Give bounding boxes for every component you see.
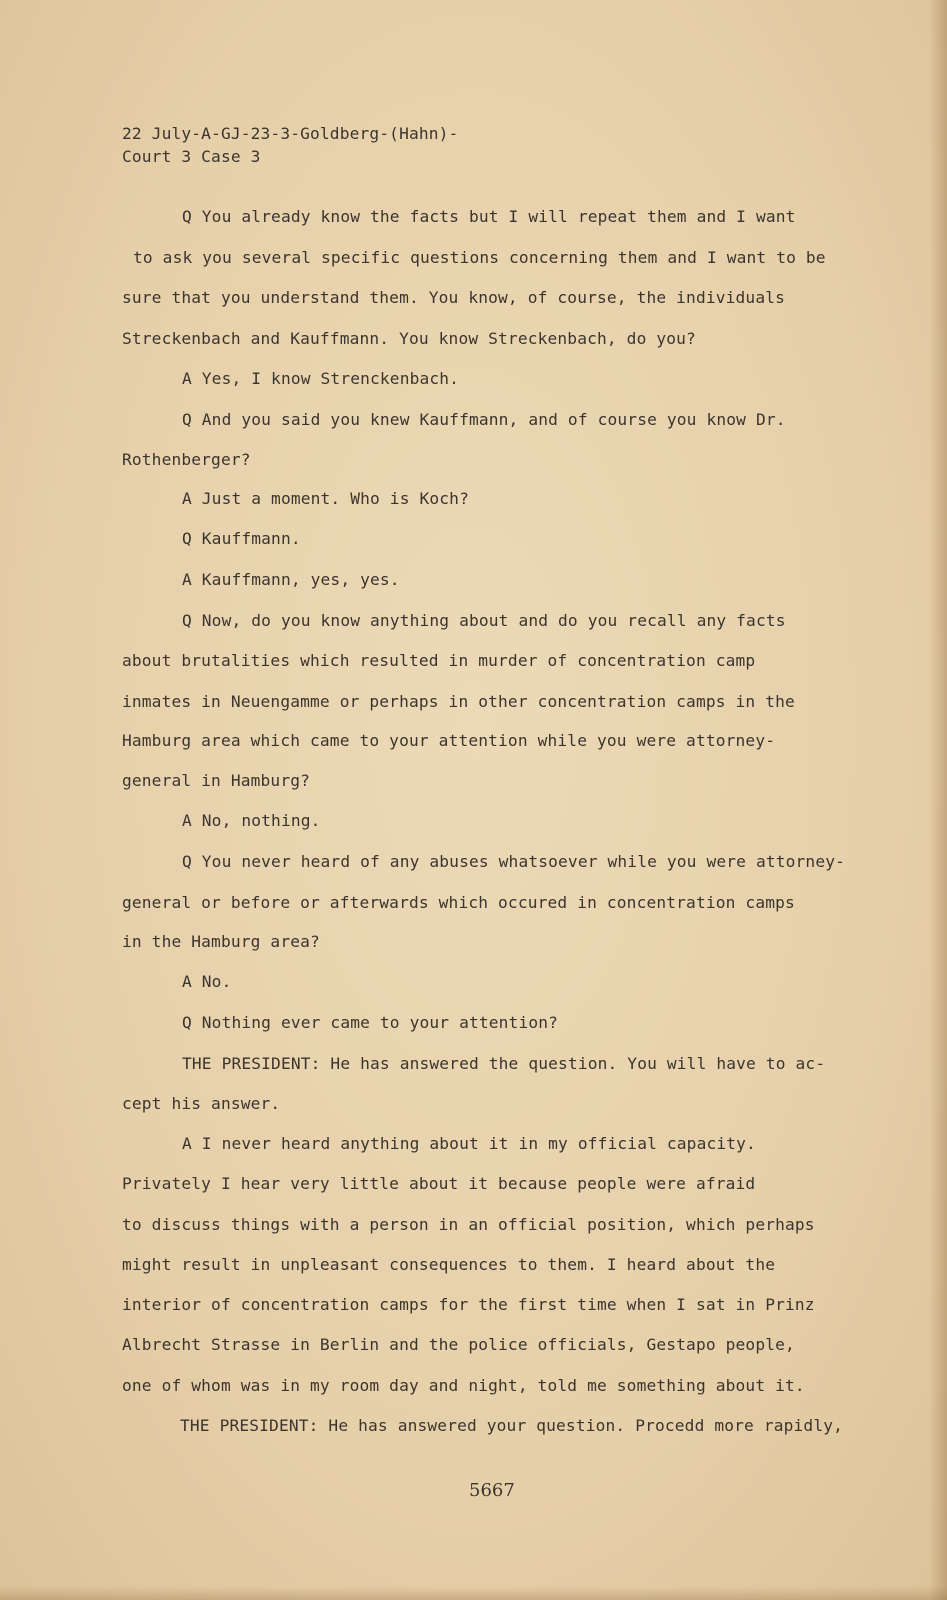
transcript-line: Q You never heard of any abuses whatsoever while you were attorney- [182,852,846,871]
transcript-line: Q Now, do you know anything about and do you recall any facts [182,611,786,630]
transcript-line: A No. [182,972,232,991]
transcript-line: Q And you said you knew Kauffmann, and of course you know Dr. [182,410,786,429]
transcript-line: might result in unpleasant consequences to them. I heard about the [122,1255,776,1274]
transcript-line: Privately I hear very little about it because people were afraid [122,1174,756,1193]
transcript-line: about brutalities which resulted in murder of concentration camp [122,651,756,670]
transcript-line: interior of concentration camps for the first time when I sat in Prinz [122,1295,815,1314]
transcript-line: inmates in Neuengamme or perhaps in other concentration camps in the [122,692,795,711]
transcript-line: Q Nothing ever came to your attention? [182,1013,559,1032]
transcript-line: Hamburg area which came to your attention while you were attorney- [122,731,776,750]
transcript-line: Albrecht Strasse in Berlin and the police officials, Gestapo people, [122,1335,795,1354]
transcript-line: general or before or afterwards which occured in concentration camps [122,893,795,912]
header-court: Court 3 Case 3 [122,147,261,166]
transcript-line: general in Hamburg? [122,771,311,790]
transcript-line: Q Kauffmann. [182,529,301,548]
transcript-line: THE PRESIDENT: He has answered your question. Procedd more rapidly, [180,1416,844,1435]
transcript-line: cept his answer. [122,1094,281,1113]
transcript-line: to discuss things with a person in an official position, which perhaps [122,1215,815,1234]
page-number: 5667 [469,1480,515,1501]
transcript-line: A Kauffmann, yes, yes. [182,570,400,589]
transcript-line: Streckenbach and Kauffmann. You know Streckenbach, do you? [122,329,696,348]
transcript-line: THE PRESIDENT: He has answered the question. You will have to ac- [182,1054,826,1073]
transcript-line: in the Hamburg area? [122,932,320,951]
transcript-line: Rothenberger? [122,450,251,469]
transcript-line: A No, nothing. [182,811,321,830]
transcript-line: to ask you several specific questions concerning them and I want to be [133,248,826,267]
transcript-line: A Yes, I know Strenckenbach. [182,369,460,388]
transcript-line: A Just a moment. Who is Koch? [182,489,469,508]
transcript-line: A I never heard anything about it in my official capacity. [182,1134,756,1153]
page-bottom-shadow [0,1586,947,1600]
header-reference: 22 July-A-GJ-23-3-Goldberg-(Hahn)- [122,124,459,143]
page-edge-shadow [929,0,947,1600]
transcript-line: one of whom was in my room day and night, told me something about it. [122,1376,805,1395]
transcript-line: sure that you understand them. You know, of course, the individuals [122,288,786,307]
transcript-line: Q You already know the facts but I will repeat them and I want [182,207,796,226]
